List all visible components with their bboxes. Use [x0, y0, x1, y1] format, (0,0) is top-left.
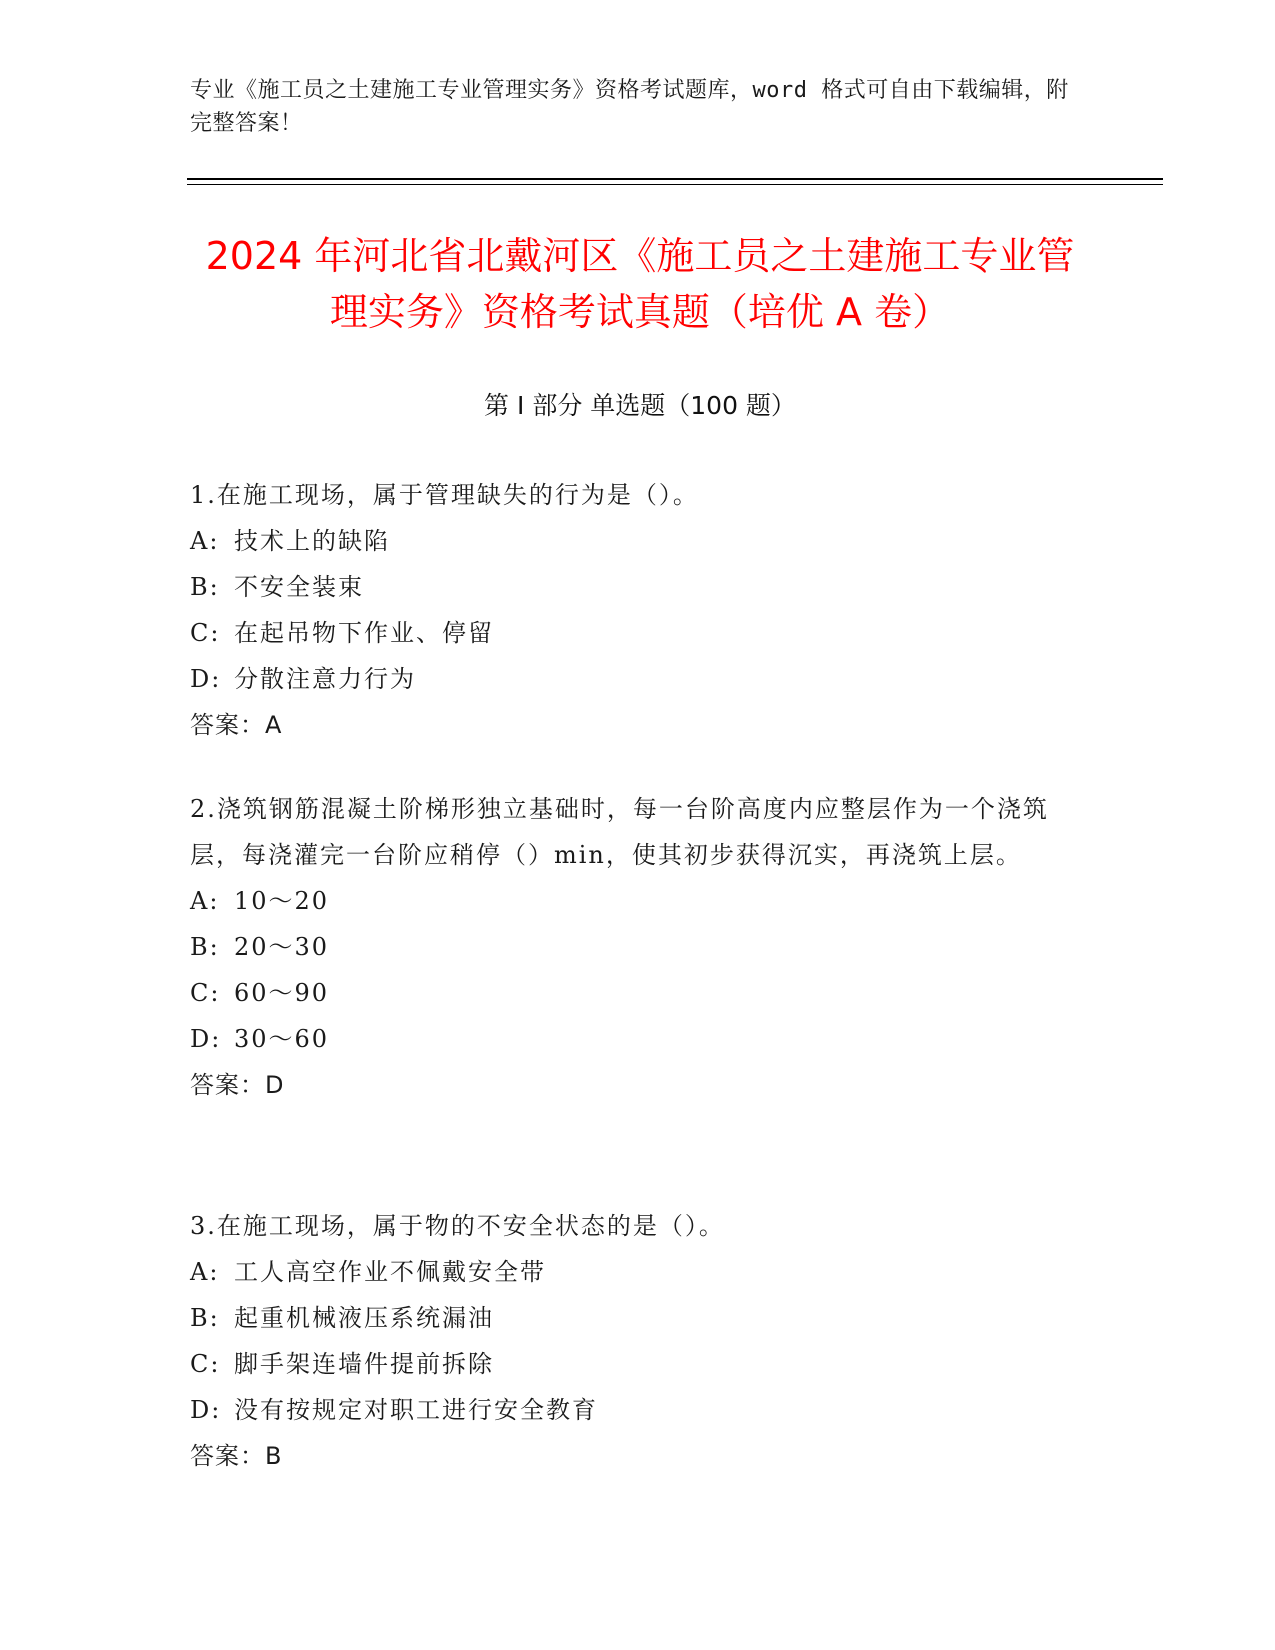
option-letter: A: — [190, 527, 220, 555]
option-letter: B: — [190, 933, 220, 961]
option-letter: D: — [190, 1396, 222, 1424]
option-text: 脚手架连墙件提前拆除 — [234, 1350, 494, 1378]
question-2 — [190, 786, 1090, 1108]
question-stem: 3.在施工现场，属于物的不安全状态的是（）。 — [190, 1212, 725, 1240]
option-text: 10～20 — [234, 887, 330, 915]
option-a — [190, 878, 1090, 924]
option-c — [190, 970, 1090, 1016]
header-note: 专业《施工员之土建施工专业管理实务》资格考试题库，word 格式可自由下载编辑，附完整答案！ — [190, 78, 1069, 136]
option-text: 没有按规定对职工进行安全教育 — [234, 1396, 598, 1424]
option-c — [190, 1341, 1090, 1387]
document-title: 2024 年河北省北戴河区《施工员之土建施工专业管理实务》资格考试真题（培优 A 卷） — [205, 234, 1075, 334]
header-rule-thin — [187, 184, 1163, 185]
answer-line: 答案：D — [190, 1071, 285, 1099]
option-text: 30～60 — [234, 1025, 330, 1053]
section-heading: 第 I 部分 单选题（100 题） — [484, 391, 796, 420]
option-text: 不安全装束 — [234, 573, 364, 601]
option-letter: B: — [190, 1304, 220, 1332]
question-stem: 1.在施工现场，属于管理缺失的行为是（）。 — [190, 481, 699, 509]
option-c — [190, 610, 1090, 656]
option-text: 20～30 — [234, 933, 330, 961]
option-text: 工人高空作业不佩戴安全带 — [234, 1258, 546, 1286]
question-stem: 2.浇筑钢筋混凝土阶梯形独立基础时，每一台阶高度内应整层作为一个浇筑层，每浇灌完一台阶应稍停（）min，使其初步获得沉实，再浇筑上层。 — [190, 795, 1049, 869]
option-b — [190, 564, 1090, 610]
option-text: 60～90 — [234, 979, 330, 1007]
option-letter: C: — [190, 979, 221, 1007]
option-text: 起重机械液压系统漏油 — [234, 1304, 494, 1332]
option-letter: C: — [190, 1350, 221, 1378]
question-1 — [190, 472, 1090, 748]
option-d — [190, 1387, 1090, 1433]
option-b — [190, 1295, 1090, 1341]
answer-line: 答案：A — [190, 711, 283, 739]
option-letter: C: — [190, 619, 221, 647]
option-d — [190, 1016, 1090, 1062]
option-text: 在起吊物下作业、停留 — [234, 619, 494, 647]
option-b — [190, 924, 1090, 970]
option-d — [190, 656, 1090, 702]
option-a — [190, 518, 1090, 564]
option-letter: A: — [190, 887, 220, 915]
option-letter: D: — [190, 665, 222, 693]
option-letter: A: — [190, 1258, 220, 1286]
option-letter: D: — [190, 1025, 222, 1053]
header-rule-thick — [187, 178, 1163, 180]
question-3 — [190, 1203, 1090, 1479]
option-text: 技术上的缺陷 — [234, 527, 390, 555]
option-text: 分散注意力行为 — [234, 665, 416, 693]
option-a — [190, 1249, 1090, 1295]
answer-line: 答案：B — [190, 1442, 283, 1470]
option-letter: B: — [190, 573, 220, 601]
